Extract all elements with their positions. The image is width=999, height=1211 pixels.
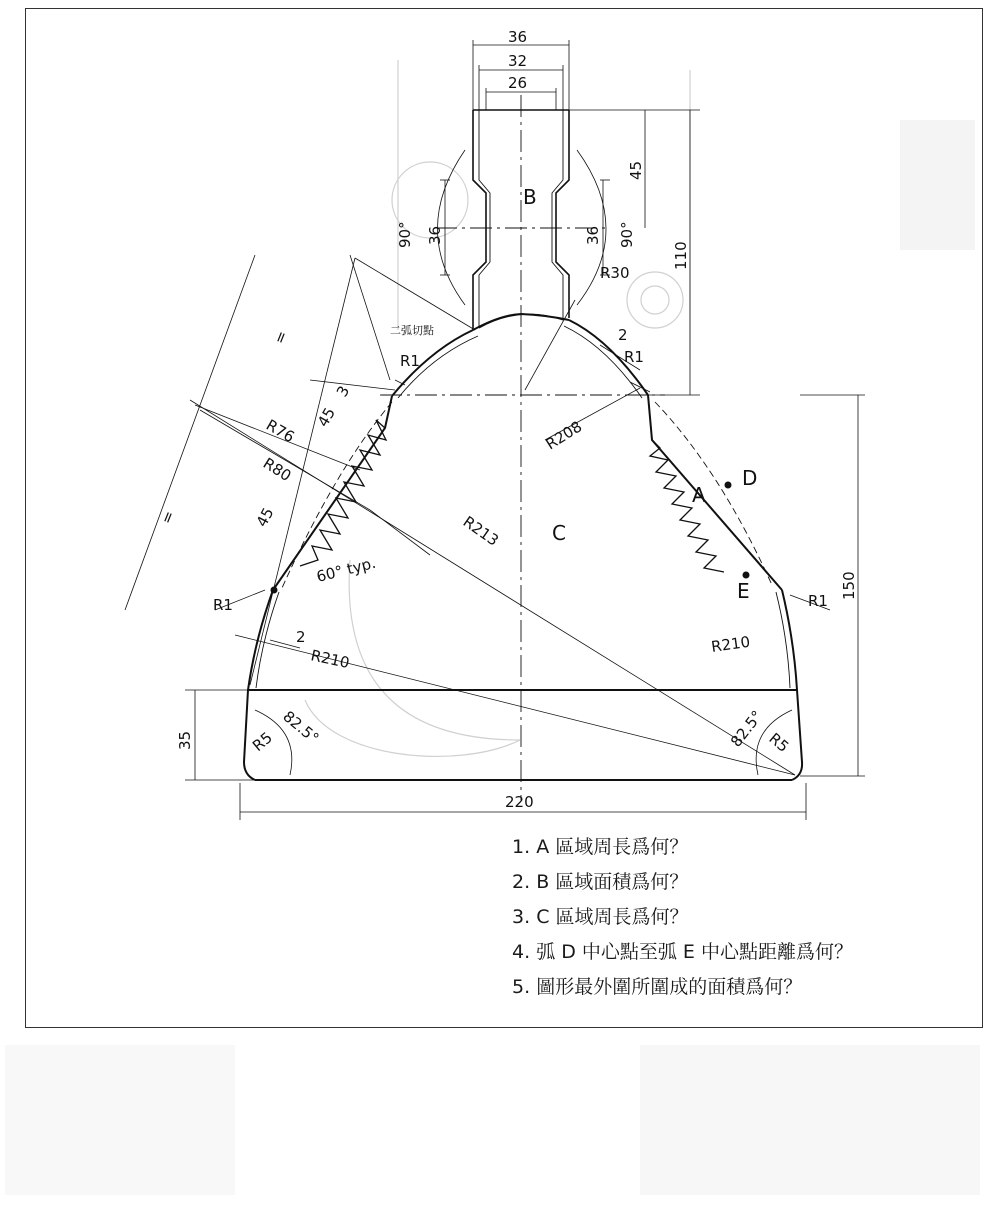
question-item: [512, 867, 853, 902]
question-list: [512, 832, 853, 1007]
serration-right: [650, 440, 724, 572]
dim-r1-right-top: R1: [624, 348, 644, 366]
dim-82-5-right: 82.5°: [726, 707, 767, 751]
dim-r30: R30: [600, 264, 630, 282]
background-smudge: [640, 1045, 980, 1195]
question-item: [512, 937, 853, 972]
question-text: 弧 D 中心點至弧 E 中心點距離爲何？: [536, 941, 853, 963]
dim-r1-left-top: R1: [400, 352, 420, 370]
region-label-a: A: [692, 483, 706, 507]
dim-eq-upper: =: [270, 328, 292, 347]
dim-r5-left: R5: [249, 728, 276, 756]
question-text: B 區域面積爲何？: [536, 871, 689, 893]
dim-36-left: 36: [426, 225, 444, 245]
question-number: 4.: [512, 941, 531, 963]
dim-r210-right: R210: [710, 632, 752, 656]
dim-150: 150: [840, 571, 858, 600]
question-text: C 區域周長爲何？: [536, 906, 689, 928]
dim-32: 32: [508, 52, 528, 70]
dim-35: 35: [176, 730, 194, 750]
dim-r210-left: R210: [309, 646, 352, 673]
region-label-c: C: [552, 521, 566, 545]
question-number: 5.: [512, 976, 531, 998]
dim-36: 36: [508, 28, 528, 46]
dim-eq-lower: =: [157, 508, 179, 527]
question-item: [512, 832, 853, 867]
dim-90-left: 90°: [396, 221, 414, 248]
dim-r1-right-bottom: R1: [808, 592, 828, 610]
dim-82-5-left: 82.5°: [279, 707, 323, 748]
dim-3: 3: [332, 382, 354, 400]
dim-r80: R80: [259, 454, 295, 486]
question-number: 3.: [512, 906, 531, 928]
dim-r5-right: R5: [765, 729, 793, 756]
tangent-note: 二弧切點: [390, 324, 434, 337]
tangent-point-marker: [271, 587, 277, 593]
question-number: 1.: [512, 836, 531, 858]
question-item: [512, 972, 853, 1007]
dim-r213: R213: [459, 512, 503, 550]
question-number: 2.: [512, 871, 531, 893]
dim-110: 110: [672, 241, 690, 270]
region-label-b: B: [523, 185, 537, 209]
dim-45-lower: 45: [252, 504, 278, 530]
body-outline: [244, 314, 802, 780]
background-smudge: [5, 1045, 235, 1195]
dim-r1-left-bottom: R1: [213, 596, 233, 614]
dimension-lines: [125, 40, 865, 820]
question-item: [512, 902, 853, 937]
region-label-e: E: [737, 579, 750, 603]
dim-90-right: 90°: [618, 221, 636, 248]
region-label-d: D: [742, 466, 758, 490]
serration-left: [300, 420, 386, 566]
point-d-marker: [725, 482, 731, 488]
dim-220: 220: [505, 793, 534, 811]
dim-2-top: 2: [618, 326, 628, 344]
dim-r208: R208: [542, 417, 586, 454]
dim-45-top: 45: [627, 160, 645, 180]
dim-r76: R76: [263, 415, 298, 447]
dim-36-right: 36: [584, 225, 602, 245]
dim-45-upper: 45: [313, 404, 340, 430]
point-e-marker: [743, 572, 749, 578]
dim-2-side: 2: [296, 628, 306, 646]
dim-26: 26: [508, 74, 528, 92]
question-text: A 區域周長爲何？: [536, 836, 689, 858]
dim-60-typ: 60° typ.: [314, 553, 378, 586]
question-text: 圖形最外圍所圍成的面積爲何？: [536, 976, 803, 998]
